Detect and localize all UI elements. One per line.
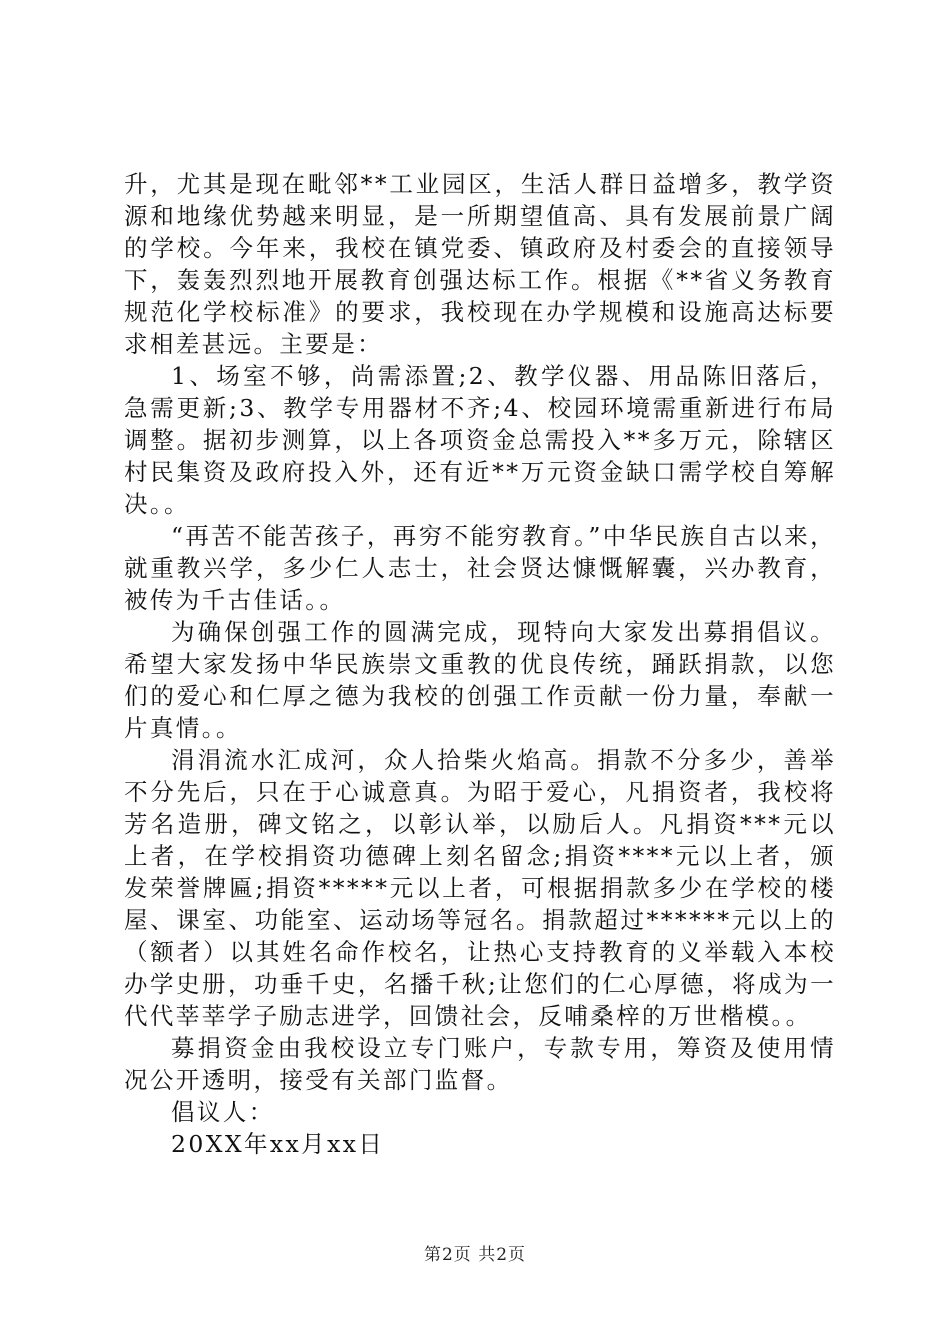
paragraph-quote: “再苦不能苦孩子，再穷不能穷教育。”中华民族自古以来，就重教兴学，多少仁人志士，社会贤达慷慨解囊，兴办教育，被传为千古佳话。。 — [124, 522, 836, 614]
paragraph-appeal: 为确保创强工作的圆满完成，现特向大家发出募捐倡议。希望大家发扬中华民族崇文重教的优良传统，踊跃捐款，以您们的爱心和仁厚之德为我校的创强工作贡献一份力量，奉献一片真情。。 — [124, 618, 836, 742]
paragraph-continuation: 升，尤其是现在毗邻**工业园区，生活人群日益增多，教学资源和地缘优势越来明显，是一所期望值高、具有发展前景广阔的学校。今年来，我校在镇党委、镇政府及村委会的直接领导下，轰轰烈烈地开展教育创强达标工作。根据《**省义务教育规范化学校标准》的要求，我校现在办学规模和设施高达标要求相差甚远。主要是： — [124, 170, 836, 358]
paragraph-donation-terms: 涓涓流水汇成河，众人拾柴火焰高。捐款不分多少，善举不分先后，只在于心诚意真。为昭于爱心，凡捐资者，我校将芳名造册，碑文铭之，以彰认举，以励后人。凡捐资***元以上者，在学校捐资功德碑上刻名留念;捐资****元以上者，颁发荣誉牌匾;捐资*****元以上者，可根据捐款多少在学校的楼屋、课室、功能室、运动场等冠名。捐款超过******元以上的（额者）以其姓名命作校名，让热心支持教育的义举载入本校办学史册，功垂千史，名播千秋;让您们的仁心厚德，将成为一代代莘莘学子励志进学，回馈社会，反哺桑梓的万世楷模。。 — [124, 746, 836, 1030]
page-number: 第2页 共2页 — [423, 1245, 527, 1265]
signature-date: 20XX年xx月xx日 — [171, 1130, 385, 1158]
document-body — [124, 168, 836, 1160]
paragraph-fund-management: 募捐资金由我校设立专门账户，专款专用，筹资及使用情况公开透明，接受有关部门监督。 — [124, 1034, 836, 1094]
paragraph-problems: 1、场室不够，尚需添置;2、教学仪器、用品陈旧落后，急需更新;3、教学专用器材不齐;4、校园环境需重新进行布局调整。据初步测算，以上各项资金总需投入**多万元，除辖区村民集资及政府投入外，还有近**万元资金缺口需学校自筹解决。。 — [124, 362, 836, 518]
signature-label: 倡议人： — [171, 1098, 275, 1126]
